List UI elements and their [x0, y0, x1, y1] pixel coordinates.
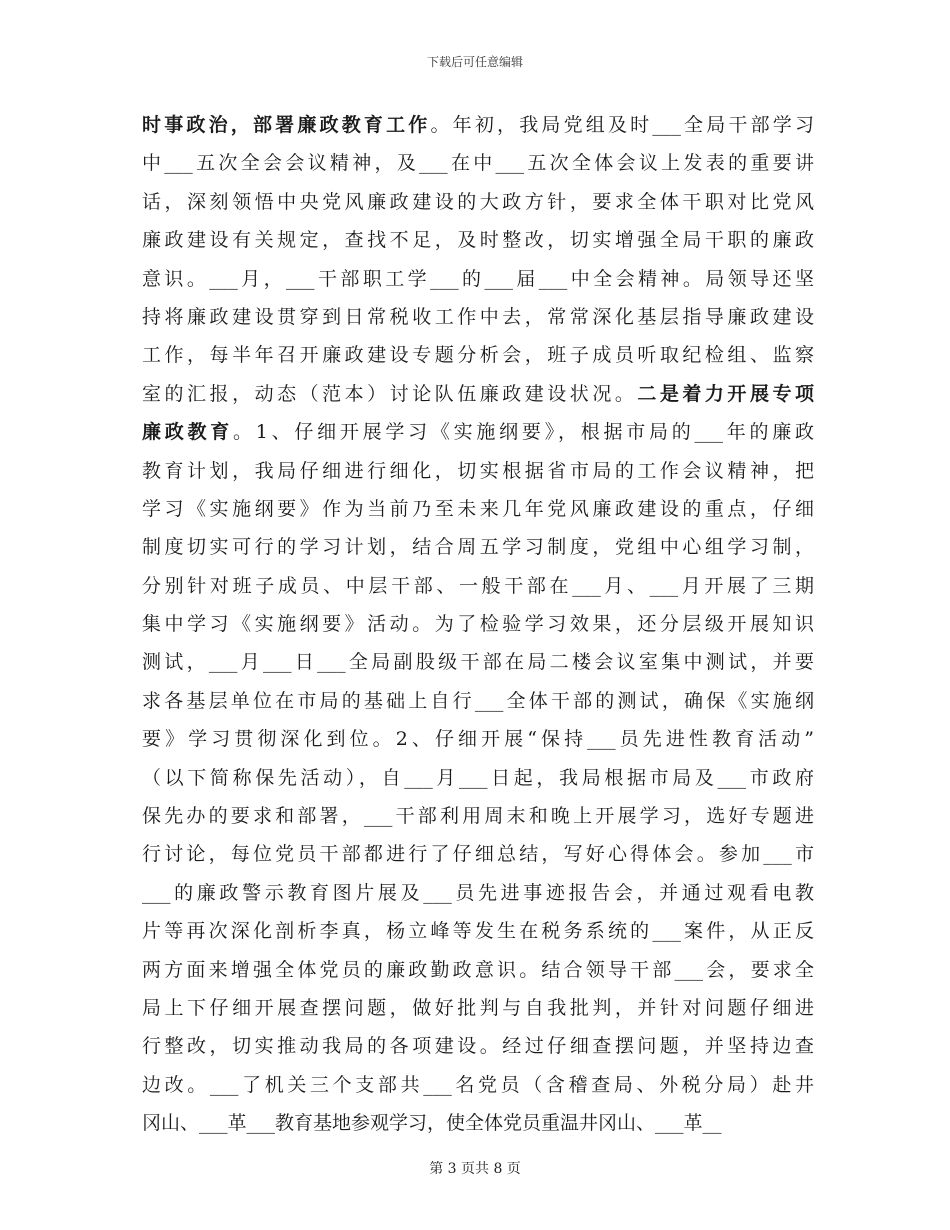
bold-heading-text: 时事政治，部署廉政教育工作 — [142, 114, 431, 136]
text-line — [142, 797, 814, 835]
paragraph-text: 学习《实施纲要》作为当前乃至未来几年党风廉政建设的重点，仔细 — [142, 497, 814, 520]
paragraph-text: 意识。___月，___干部职工学___的___届___中全会精神。局领导还坚 — [142, 267, 814, 290]
paragraph-text: 边改。___了机关三个支部共___名党员（含稽查局、外税分局）赴井 — [142, 1073, 814, 1096]
paragraph-text: 廉政建设有关规定，查找不足，及时整改，切实增强全局干职的廉政 — [142, 229, 814, 252]
page-header: 下载后可任意编辑 — [426, 55, 523, 69]
text-line — [142, 298, 814, 336]
text-line — [142, 260, 814, 298]
text-line — [142, 106, 814, 144]
text-line — [142, 221, 814, 259]
text-line — [142, 605, 814, 643]
text-line — [142, 375, 814, 413]
paragraph-text: 求各基层单位在市局的基础上自行___全体干部的测试，确保《实施纲 — [142, 689, 814, 712]
text-line — [142, 835, 814, 873]
paragraph-text: 局上下仔细开展查摆问题，做好批判与自我批判，并针对问题仔细进 — [142, 996, 814, 1019]
text-line — [142, 1104, 814, 1142]
text-line — [142, 413, 814, 451]
paragraph-text: 片等再次深化剖析李真，杨立峰等发生在税务系统的___案件，从正反 — [142, 920, 814, 943]
paragraph-text: 集中学习《实施纲要》活动。为了检验学习效果，还分层级开展知识 — [142, 613, 814, 636]
text-line — [142, 452, 814, 490]
paragraph-text: 持将廉政建设贯穿到日常税收工作中去，常常深化基层指导廉政建设 — [142, 305, 814, 328]
bold-heading-text: 二是着力开展专项 — [637, 382, 814, 405]
paragraph-text: 测试，___月___日___全局副股级干部在局二楼会议室集中测试，并要 — [142, 651, 814, 674]
paragraph-text: 冈山、___革___教育基地参观学习，使全体党员重温井冈山、___革__ — [142, 1112, 722, 1135]
paragraph-text: （以下简称保先活动），自___月___日起，我局根据市局及___市政府 — [142, 766, 814, 789]
text-line — [142, 528, 814, 566]
paragraph-text: 行整改，切实推动我局的各项建设。经过仔细查摆问题，并坚持边查 — [142, 1035, 814, 1058]
text-line — [142, 912, 814, 950]
paragraph-text: 保先办的要求和部署，___干部利用周末和晚上开展学习，选好专题进 — [142, 805, 814, 828]
bold-heading-text: 廉政教育 — [142, 421, 234, 444]
paragraph-text: 制度切实可行的学习计划，结合周五学习制度，党组中心组学习制， — [142, 536, 814, 559]
paragraph-text: 室的汇报，动态（范本）讨论队伍廉政建设状况。 — [142, 382, 638, 405]
paragraph-text: 两方面来增强全体党员的廉政勤政意识。结合领导干部___会，要求全 — [142, 958, 814, 981]
text-line — [142, 1027, 814, 1065]
paragraph-text: 话，深刻领悟中央党风廉政建设的大政方针，要求全体干职对比党风 — [142, 190, 814, 213]
paragraph-text: 。年初，我局党组及时___全局干部学习 — [430, 114, 814, 136]
document-body — [142, 106, 814, 1143]
paragraph-text: 中___五次全会会议精神，及___在中___五次全体会议上发表的重要讲 — [142, 152, 814, 175]
text-line — [142, 720, 814, 758]
text-line — [142, 1066, 814, 1104]
text-line — [142, 144, 814, 182]
text-line — [142, 643, 814, 681]
text-line — [142, 336, 814, 374]
text-line — [142, 183, 814, 221]
paragraph-text: ___的廉政警示教育图片展及___员先进事迹报告会，并通过观看电教 — [142, 881, 814, 904]
paragraph-text: 要》学习贯彻深化到位。2、仔细开展“保持___员先进性教育活动” — [142, 728, 814, 751]
text-line — [142, 951, 814, 989]
paragraph-text: 教育计划，我局仔细进行细化，切实根据省市局的工作会议精神，把 — [142, 459, 814, 482]
text-line — [142, 759, 814, 797]
paragraph-text: 。1、仔细开展学习《实施纲要》，根据市局的___年的廉政 — [233, 421, 814, 444]
text-line — [142, 874, 814, 912]
text-line — [142, 989, 814, 1027]
paragraph-text: 分别针对班子成员、中层干部、一般干部在___月、___月开展了三期 — [142, 574, 814, 597]
paragraph-text: 工作，每半年召开廉政建设专题分析会，班子成员听取纪检组、监察 — [142, 344, 814, 367]
paragraph-text: 行讨论，每位党员干部都进行了仔细总结，写好心得体会。参加___市 — [142, 843, 814, 866]
page-footer: 第 3 页共 8 页 — [429, 1161, 521, 1177]
text-line — [142, 567, 814, 605]
text-line — [142, 490, 814, 528]
text-line — [142, 682, 814, 720]
